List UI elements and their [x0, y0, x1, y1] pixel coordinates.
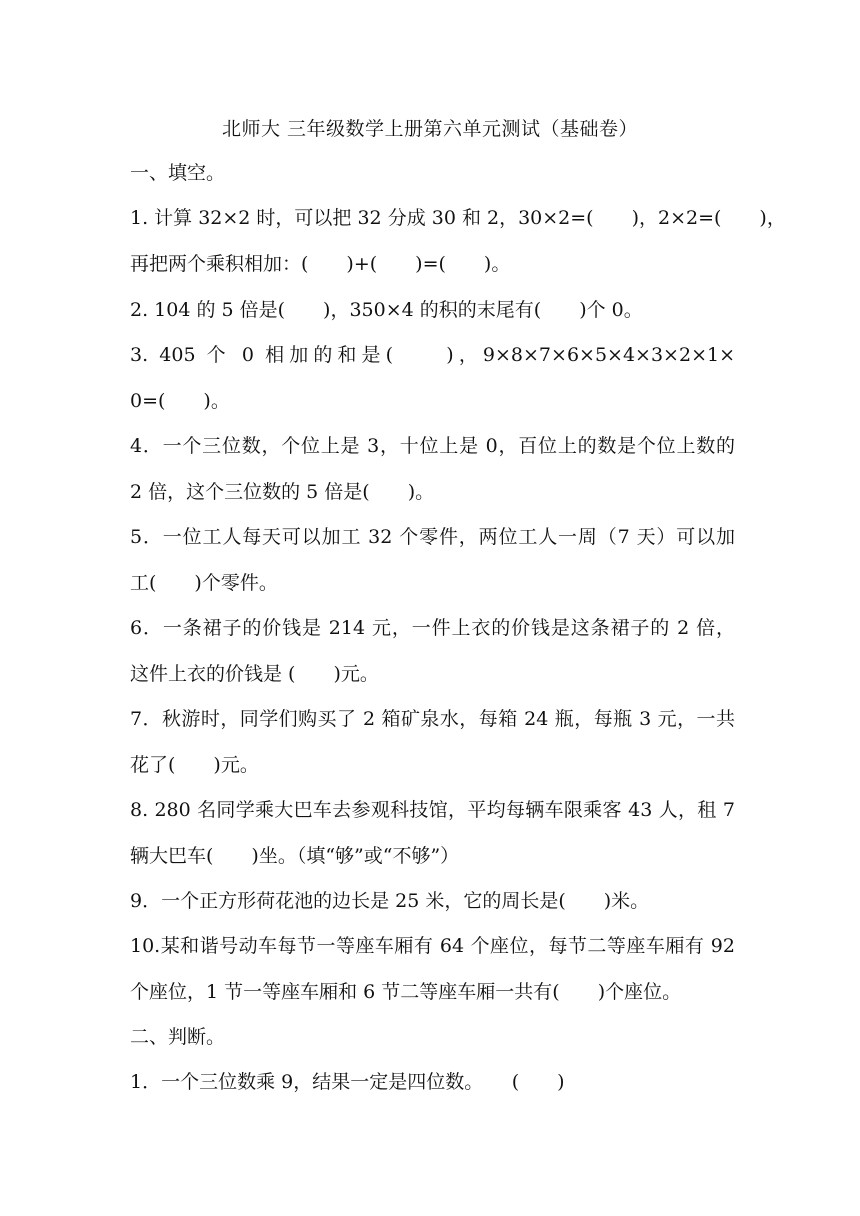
judgment-question-1: 1．一个三位数乘 9，结果一定是四位数。 ( )	[130, 1071, 565, 1093]
question-7-line-2: 花了( )元。	[130, 754, 259, 776]
question-6-line-2: 这件上衣的价钱是 ( )元。	[130, 663, 379, 685]
question-1-line-2: 再把两个乘积相加：( )+( )=( )。	[130, 253, 511, 275]
question-1-line-1: 1. 计算 32×2 时，可以把 32 分成 30 和 2，30×2=( )，2×2=( )，	[130, 207, 786, 229]
question-3-line-2: 0=( )。	[130, 390, 230, 412]
section-heading-true-false: 二、判断。	[130, 1026, 226, 1048]
worksheet-title: 北师大 三年级数学上册第六单元测试（基础卷）	[221, 118, 639, 140]
section-heading-fill-blank: 一、填空。	[130, 162, 226, 184]
question-8-line-1: 8. 280 名同学乘大巴车去参观科技馆，平均每辆车限乘客 43 人，租 7	[130, 799, 735, 821]
question-4-line-2: 2 倍，这个三位数的 5 倍是( )。	[130, 481, 435, 503]
question-10-line-2: 个座位，1 节一等座车厢和 6 节二等座车厢一共有( )个座位。	[130, 981, 682, 1003]
question-9: 9．一个正方形荷花池的边长是 25 米，它的周长是( )米。	[130, 890, 650, 912]
question-8-line-2: 辆大巴车( )坐。（填“够”或“不够”）	[130, 845, 460, 867]
question-6-line-1: 6．一条裙子的价钱是 214 元，一件上衣的价钱是这条裙子的 2 倍，	[130, 617, 735, 639]
question-2: 2. 104 的 5 倍是( )，350×4 的积的末尾有( )个 0。	[130, 299, 643, 321]
question-5-line-1: 5．一位工人每天可以加工 32 个零件，两位工人一周（7 天）可以加	[130, 526, 735, 548]
question-5-line-2: 工( )个零件。	[130, 572, 278, 594]
question-3-line-1: 3. 405 个 0 相加的和是( )，9×8×7×6×5×4×3×2×1×	[130, 344, 735, 366]
question-7-line-1: 7．秋游时，同学们购买了 2 箱矿泉水，每箱 24 瓶，每瓶 3 元，一共	[130, 708, 735, 730]
question-4-line-1: 4．一个三位数，个位上是 3，十位上是 0，百位上的数是个位上数的	[130, 435, 735, 457]
question-10-line-1: 10.某和谐号动车每节一等座车厢有 64 个座位，每节二等座车厢有 92	[130, 935, 735, 957]
